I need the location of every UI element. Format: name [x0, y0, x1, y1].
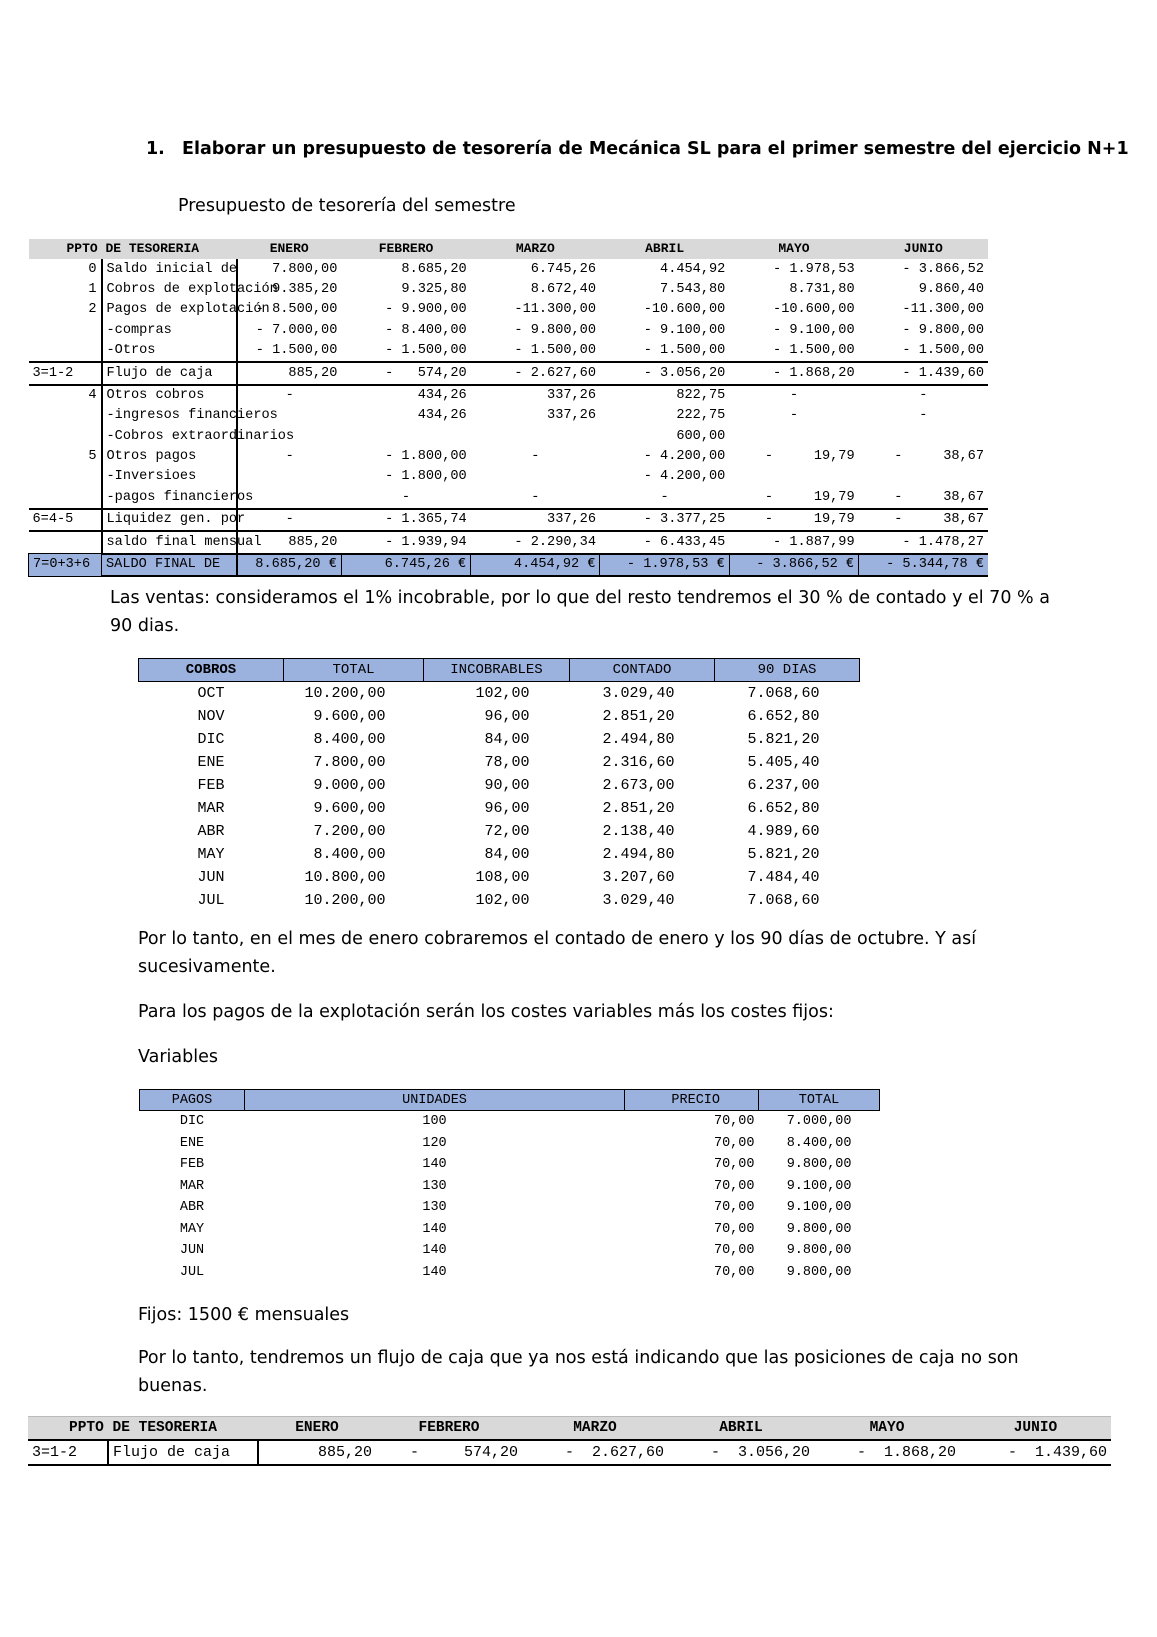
cobros-row	[139, 797, 860, 820]
budget-cell-abril: - 3.056,20	[600, 362, 729, 384]
pagos-row	[140, 1154, 880, 1176]
pagos-header-unidades: UNIDADES	[245, 1090, 625, 1111]
budget-cell-febrero: - 8.400,00	[385, 322, 467, 338]
cobros-cell-contado: 3.207,60	[602, 869, 675, 886]
pagos-table	[139, 1089, 880, 1283]
cobros-row	[139, 889, 860, 912]
budget-cell-enero: -	[285, 449, 294, 465]
pagos-cell-unidades: 140	[422, 1264, 447, 1280]
flujo-cell-junio: - 1.439,60	[960, 1440, 1111, 1465]
budget-cell-junio	[859, 427, 988, 447]
budget-header-enero: ENERO	[237, 239, 341, 259]
budget-cell-abril: - 1.500,00	[643, 343, 726, 359]
budget-cell-abril: 600,00	[676, 428, 726, 444]
cobros-cell-90dias: 6.652,80	[747, 708, 820, 725]
pagos-cell-total: 8.400,00	[786, 1135, 852, 1151]
budget-cell-junio: - 1.478,27	[859, 531, 988, 553]
budget-cell-concept: Otros cobros	[102, 385, 238, 406]
budget-cell-enero: 885,20	[237, 531, 341, 553]
budget-cell-concept: -Otros	[102, 341, 238, 362]
pagos-cell-mes: FEB	[179, 1157, 205, 1173]
cobros-cell-incobrables: 90,00	[484, 777, 530, 794]
flujo-cell-concept: Flujo de caja	[108, 1440, 258, 1465]
cobros-cell-contado: 2.316,60	[602, 754, 675, 771]
cobros-row	[139, 705, 860, 728]
cobros-cell-contado: 2.494,80	[602, 731, 675, 748]
cobros-cell-total: 10.200,00	[304, 685, 386, 702]
cobros-cell-total: 7.200,00	[313, 823, 386, 840]
cobros-cell-total: 10.800,00	[304, 869, 386, 886]
budget-cell-mayo: 8.731,80	[789, 281, 855, 297]
budget-cell-concept: -Cobros extraordinarios	[102, 427, 238, 447]
budget-cell-enero: 9.385,20	[272, 281, 338, 297]
pagos-row	[140, 1197, 880, 1219]
pagos-cell-precio: 70,00	[713, 1243, 755, 1259]
pagos-row	[140, 1219, 880, 1241]
budget-row	[29, 362, 989, 384]
budget-cell-marzo: - 2.290,34	[471, 531, 600, 553]
budget-cell-junio: - 38,67	[859, 509, 988, 531]
cobros-cell-contado: 2.673,00	[602, 777, 675, 794]
cobros-cell-incobrables: 84,00	[484, 731, 530, 748]
para-enero: Por lo tanto, en el mes de enero cobraremos el contado de enero y los 90 días de octubre. Y así sucesivamente.	[138, 929, 977, 977]
cobros-row	[139, 820, 860, 843]
cobros-cell-total: 9.000,00	[313, 777, 386, 794]
pagos-cell-total: 9.100,00	[786, 1200, 852, 1216]
pagos-row	[140, 1133, 880, 1155]
budget-cell-abril: - 4.200,00	[643, 469, 726, 485]
budget-cell-mayo: - 19,79	[764, 489, 855, 505]
budget-cell-abril: - 3.377,25	[600, 509, 729, 531]
budget-row	[29, 280, 989, 300]
cobros-cell-90dias: 7.068,60	[747, 892, 820, 909]
flujo-header-marzo: MARZO	[522, 1417, 668, 1441]
budget-cell-abril: - 9.100,00	[643, 322, 726, 338]
cobros-cell-total: 7.800,00	[313, 754, 386, 771]
budget-cell-concept: Cobros de explotación	[102, 280, 238, 300]
budget-cell-code	[29, 488, 102, 509]
pagos-cell-unidades: 140	[422, 1157, 447, 1173]
cobros-header-incobrables: INCOBRABLES	[424, 659, 570, 682]
cobros-cell-90dias: 5.821,20	[747, 731, 820, 748]
cobros-cell-contado: 2.138,40	[602, 823, 675, 840]
budget-cell-mayo: -	[729, 385, 858, 406]
budget-cell-febrero: 8.685,20	[401, 261, 467, 277]
budget-cell-abril: - 6.433,45	[600, 531, 729, 553]
flujo-header-title: PPTO DE TESORERIA	[28, 1417, 258, 1441]
budget-cell-febrero: 434,26	[341, 385, 470, 406]
budget-cell-enero: 7.800,00	[272, 261, 338, 277]
budget-cell-marzo: -	[531, 449, 540, 465]
budget-cell-abril: 222,75	[676, 408, 726, 424]
cobros-row	[139, 774, 860, 797]
budget-row	[29, 300, 989, 320]
cobros-cell-incobrables: 102,00	[475, 685, 530, 702]
budget-header-marzo: MARZO	[471, 239, 600, 259]
pagos-cell-unidades: 100	[422, 1114, 447, 1130]
budget-cell-concept: saldo final mensual	[102, 531, 238, 553]
para-ventas: Las ventas: consideramos el 1% incobrable, por lo que del resto tendremos el 30 % de contado y el 70 % a 90 dias.	[110, 588, 1050, 636]
flujo-header-mayo: MAYO	[814, 1417, 960, 1441]
pagos-cell-total: 7.000,00	[786, 1114, 852, 1130]
cobros-cell-90dias: 7.068,60	[747, 685, 820, 702]
budget-cell-febrero: - 1.800,00	[385, 469, 467, 485]
budget-cell-enero: - 8.500,00	[255, 302, 338, 318]
flujo-cell-code: 3=1-2	[28, 1440, 108, 1465]
budget-subtitle: Presupuesto de tesorería del semestre	[178, 196, 516, 216]
cobros-row	[139, 866, 860, 889]
budget-cell-mayo: - 3.866,52 €	[729, 554, 858, 576]
budget-cell-marzo	[471, 427, 600, 447]
pagos-row	[140, 1240, 880, 1262]
budget-cell-febrero	[341, 427, 470, 447]
cobros-cell-mes: MAY	[197, 846, 225, 863]
budget-cell-junio: - 38,67	[894, 489, 984, 505]
pagos-cell-precio: 70,00	[713, 1114, 755, 1130]
budget-cell-junio: - 3.866,52	[902, 261, 984, 277]
flujo-cell-febrero: - 574,20	[376, 1440, 522, 1465]
budget-cell-mayo	[729, 467, 858, 487]
cobros-header-90dias: 90 DIAS	[715, 659, 860, 682]
cobros-cell-90dias: 5.821,20	[747, 846, 820, 863]
para-fijos: Fijos: 1500 € mensuales	[138, 1305, 350, 1325]
cobros-cell-incobrables: 96,00	[484, 800, 530, 817]
cobros-cell-incobrables: 108,00	[475, 869, 530, 886]
budget-cell-mayo: - 9.100,00	[773, 322, 855, 338]
para-flujo: Por lo tanto, tendremos un flujo de caja que ya nos está indicando que las posiciones de caja no son buenas.	[138, 1348, 1019, 1396]
flujo-header-junio: JUNIO	[960, 1417, 1111, 1441]
budget-cell-junio: - 5.344,78 €	[859, 554, 988, 576]
budget-row	[29, 509, 989, 531]
budget-cell-abril: 822,75	[600, 385, 729, 406]
budget-row	[29, 531, 989, 553]
budget-cell-concept: -compras	[102, 321, 238, 341]
pagos-header-precio: PRECIO	[625, 1090, 759, 1111]
pagos-cell-precio: 70,00	[713, 1135, 755, 1151]
budget-cell-code	[29, 321, 102, 341]
flujo-header-febrero: FEBRERO	[376, 1417, 522, 1441]
flujo-cell-mayo: - 1.868,20	[814, 1440, 960, 1465]
pagos-cell-mes: JUN	[179, 1243, 205, 1259]
budget-cell-marzo: -11.300,00	[514, 302, 596, 318]
cobros-cell-mes: JUL	[197, 892, 225, 909]
budget-row	[29, 385, 989, 406]
cobros-cell-contado: 3.029,40	[602, 892, 675, 909]
cobros-header-total: TOTAL	[284, 659, 424, 682]
budget-cell-marzo: - 1.500,00	[514, 343, 596, 359]
budget-cell-enero: -	[237, 385, 341, 406]
cobros-cell-contado: 2.494,80	[602, 846, 675, 863]
cobros-cell-mes: NOV	[197, 708, 225, 725]
budget-cell-junio: - 1.439,60	[859, 362, 988, 384]
budget-cell-junio: - 9.800,00	[902, 322, 984, 338]
heading-text: Elaborar un presupuesto de tesorería de Mecánica SL para el primer semestre del ejercicio N+1	[182, 139, 1129, 159]
budget-cell-marzo: 6.745,26	[530, 261, 596, 277]
budget-cell-mayo: - 1.500,00	[773, 343, 855, 359]
budget-cell-marzo: 337,26	[471, 385, 600, 406]
budget-cell-code	[29, 467, 102, 487]
pagos-row	[140, 1262, 880, 1284]
cobros-cell-incobrables: 78,00	[484, 754, 530, 771]
cobros-cell-total: 9.600,00	[313, 800, 386, 817]
cobros-cell-mes: JUN	[197, 869, 225, 886]
budget-cell-mayo: -	[789, 408, 799, 424]
pagos-cell-unidades: 140	[422, 1243, 447, 1259]
flujo-header-abril: ABRIL	[668, 1417, 814, 1441]
budget-row	[29, 447, 989, 467]
budget-cell-febrero: - 9.900,00	[385, 302, 467, 318]
cobros-cell-90dias: 5.405,40	[747, 754, 820, 771]
flujo-header-row	[28, 1417, 1111, 1441]
cobros-cell-incobrables: 84,00	[484, 846, 530, 863]
pagos-cell-precio: 70,00	[713, 1221, 755, 1237]
pagos-cell-unidades: 130	[422, 1200, 447, 1216]
cobros-cell-incobrables: 72,00	[484, 823, 530, 840]
budget-cell-febrero: 6.745,26 €	[341, 554, 470, 576]
cobros-cell-contado: 2.851,20	[602, 800, 675, 817]
budget-cell-febrero: - 1.800,00	[385, 449, 467, 465]
budget-cell-code: 5	[29, 447, 102, 467]
label-variables: Variables	[138, 1047, 218, 1067]
budget-cell-enero	[237, 467, 341, 487]
budget-cell-mayo: - 1.887,99	[729, 531, 858, 553]
budget-cell-code: 0	[29, 259, 102, 279]
budget-header-row	[29, 239, 989, 259]
budget-cell-concept: -ingresos financieros	[102, 406, 238, 426]
flujo-cell-marzo: - 2.627,60	[522, 1440, 668, 1465]
cobros-cell-mes: OCT	[197, 685, 225, 702]
budget-cell-junio	[859, 467, 988, 487]
pagos-cell-total: 9.100,00	[786, 1178, 852, 1194]
budget-header-junio: JUNIO	[859, 239, 988, 259]
budget-cell-febrero: 434,26	[417, 408, 467, 424]
budget-cell-concept: -pagos financieros	[102, 488, 238, 509]
budget-cell-junio: - 1.500,00	[902, 343, 984, 359]
budget-cell-concept: Flujo de caja	[102, 362, 238, 384]
budget-cell-mayo: - 19,79	[764, 449, 855, 465]
budget-cell-code: 7=0+3+6	[29, 554, 102, 576]
cobros-row	[139, 728, 860, 751]
budget-cell-junio: -	[859, 385, 988, 406]
budget-row	[29, 488, 989, 509]
pagos-cell-precio: 70,00	[713, 1200, 755, 1216]
budget-row	[29, 427, 989, 447]
cobros-cell-mes: FEB	[197, 777, 225, 794]
budget-cell-marzo: -	[531, 489, 540, 505]
pagos-cell-precio: 70,00	[713, 1157, 755, 1173]
cobros-cell-90dias: 6.652,80	[747, 800, 820, 817]
pagos-cell-mes: ENE	[179, 1135, 205, 1151]
cobros-row	[139, 843, 860, 866]
cobros-row	[139, 682, 860, 706]
pagos-cell-total: 9.800,00	[786, 1221, 852, 1237]
pagos-cell-mes: MAY	[179, 1221, 205, 1237]
cobros-cell-total: 9.600,00	[313, 708, 386, 725]
budget-cell-abril: 7.543,80	[660, 281, 726, 297]
cobros-cell-mes: ABR	[197, 823, 225, 840]
budget-cell-code: 6=4-5	[29, 509, 102, 531]
budget-cell-abril: - 4.200,00	[643, 449, 726, 465]
cobros-cell-90dias: 6.237,00	[747, 777, 820, 794]
flujo-table	[28, 1416, 1111, 1466]
budget-cell-abril: -	[660, 489, 669, 505]
budget-cell-enero: -	[237, 509, 341, 531]
budget-header-abril: ABRIL	[600, 239, 729, 259]
cobros-cell-incobrables: 102,00	[475, 892, 530, 909]
pagos-cell-precio: 70,00	[713, 1178, 755, 1194]
pagos-row	[140, 1111, 880, 1133]
flujo-header-enero: ENERO	[258, 1417, 376, 1441]
cobros-cell-total: 10.200,00	[304, 892, 386, 909]
pagos-header-row	[140, 1090, 880, 1111]
pagos-cell-mes: MAR	[179, 1178, 205, 1194]
budget-cell-febrero: - 1.939,94	[341, 531, 470, 553]
budget-cell-junio: - 38,67	[894, 449, 984, 465]
budget-cell-junio: 9.860,40	[918, 281, 984, 297]
budget-row	[29, 467, 989, 487]
budget-cell-code: 1	[29, 280, 102, 300]
pagos-cell-total: 9.800,00	[786, 1157, 852, 1173]
budget-row	[29, 341, 989, 362]
budget-cell-marzo: 8.672,40	[530, 281, 596, 297]
budget-table	[28, 239, 988, 577]
cobros-header-cobros: COBROS	[139, 659, 284, 682]
cobros-cell-total: 8.400,00	[313, 846, 386, 863]
flujo-cell-abril: - 3.056,20	[668, 1440, 814, 1465]
budget-cell-abril: 4.454,92	[660, 261, 726, 277]
budget-header-title: PPTO DE TESORERIA	[29, 239, 238, 259]
budget-header-febrero: FEBRERO	[341, 239, 470, 259]
pagos-row	[140, 1176, 880, 1198]
budget-cell-febrero: - 1.500,00	[385, 343, 467, 359]
budget-cell-concept: -Inversioes	[102, 467, 238, 487]
budget-cell-enero: 885,20	[237, 362, 341, 384]
budget-cell-abril: - 1.978,53 €	[600, 554, 729, 576]
budget-row	[29, 406, 989, 426]
budget-cell-marzo: 337,26	[547, 408, 596, 424]
budget-cell-concept: Liquidez gen. por	[102, 509, 238, 531]
budget-row	[29, 321, 989, 341]
cobros-cell-mes: ENE	[197, 754, 225, 771]
cobros-table	[138, 658, 860, 912]
budget-cell-mayo: -10.600,00	[773, 302, 855, 318]
heading-number: 1.	[146, 139, 165, 159]
budget-cell-febrero: - 574,20	[341, 362, 470, 384]
pagos-cell-unidades: 140	[422, 1221, 447, 1237]
budget-cell-junio: -11.300,00	[902, 302, 984, 318]
budget-cell-abril: -10.600,00	[643, 302, 726, 318]
cobros-cell-mes: DIC	[197, 731, 225, 748]
cobros-cell-total: 8.400,00	[313, 731, 386, 748]
para-pagos: Para los pagos de la explotación serán los costes variables más los costes fijos:	[138, 1002, 834, 1022]
budget-cell-enero: - 7.000,00	[255, 322, 338, 338]
budget-cell-febrero: 9.325,80	[401, 281, 467, 297]
budget-cell-enero: 8.685,20 €	[237, 554, 341, 576]
pagos-cell-precio: 70,00	[713, 1264, 755, 1280]
pagos-cell-unidades: 120	[422, 1135, 447, 1151]
budget-cell-marzo: 337,26	[471, 509, 600, 531]
budget-cell-mayo: - 1.868,20	[729, 362, 858, 384]
budget-row	[29, 259, 989, 279]
cobros-header-row	[139, 659, 860, 682]
budget-cell-mayo	[729, 427, 858, 447]
budget-cell-code	[29, 531, 102, 553]
budget-row	[29, 554, 989, 576]
pagos-cell-mes: ABR	[179, 1200, 205, 1216]
cobros-cell-90dias: 4.989,60	[747, 823, 820, 840]
budget-cell-marzo	[471, 467, 600, 487]
flujo-row	[28, 1440, 1111, 1465]
cobros-cell-mes: MAR	[197, 800, 225, 817]
cobros-cell-contado: 3.029,40	[602, 685, 675, 702]
budget-cell-enero: - 1.500,00	[255, 343, 338, 359]
budget-cell-mayo: - 1.978,53	[773, 261, 855, 277]
budget-cell-concept: SALDO FINAL DE	[102, 554, 238, 576]
pagos-cell-total: 9.800,00	[786, 1243, 852, 1259]
cobros-cell-90dias: 7.484,40	[747, 869, 820, 886]
cobros-cell-contado: 2.851,20	[602, 708, 675, 725]
budget-cell-febrero: - 1.365,74	[341, 509, 470, 531]
budget-cell-concept: Saldo inicial de	[102, 259, 238, 279]
budget-cell-code	[29, 427, 102, 447]
budget-cell-marzo: - 9.800,00	[514, 322, 596, 338]
budget-cell-code	[29, 341, 102, 362]
budget-cell-code: 3=1-2	[29, 362, 102, 384]
cobros-row	[139, 751, 860, 774]
pagos-header-total: TOTAL	[759, 1090, 880, 1111]
section-heading	[146, 139, 1129, 159]
pagos-cell-total: 9.800,00	[786, 1264, 852, 1280]
budget-cell-marzo: - 2.627,60	[471, 362, 600, 384]
pagos-cell-mes: JUL	[179, 1264, 205, 1280]
budget-cell-concept: Pagos de explotación	[102, 300, 238, 320]
flujo-cell-enero: 885,20	[258, 1440, 376, 1465]
budget-cell-junio: -	[919, 408, 928, 424]
budget-cell-marzo: 4.454,92 €	[471, 554, 600, 576]
budget-cell-code: 2	[29, 300, 102, 320]
pagos-cell-mes: DIC	[179, 1114, 205, 1130]
budget-cell-code: 4	[29, 385, 102, 406]
budget-cell-code	[29, 406, 102, 426]
budget-cell-concept: Otros pagos	[102, 447, 238, 467]
pagos-cell-unidades: 130	[422, 1178, 447, 1194]
budget-cell-mayo: - 19,79	[729, 509, 858, 531]
budget-cell-febrero: -	[401, 489, 411, 505]
cobros-cell-incobrables: 96,00	[484, 708, 530, 725]
pagos-header-pagos: PAGOS	[140, 1090, 245, 1111]
cobros-header-contado: CONTADO	[570, 659, 715, 682]
budget-header-mayo: MAYO	[729, 239, 858, 259]
